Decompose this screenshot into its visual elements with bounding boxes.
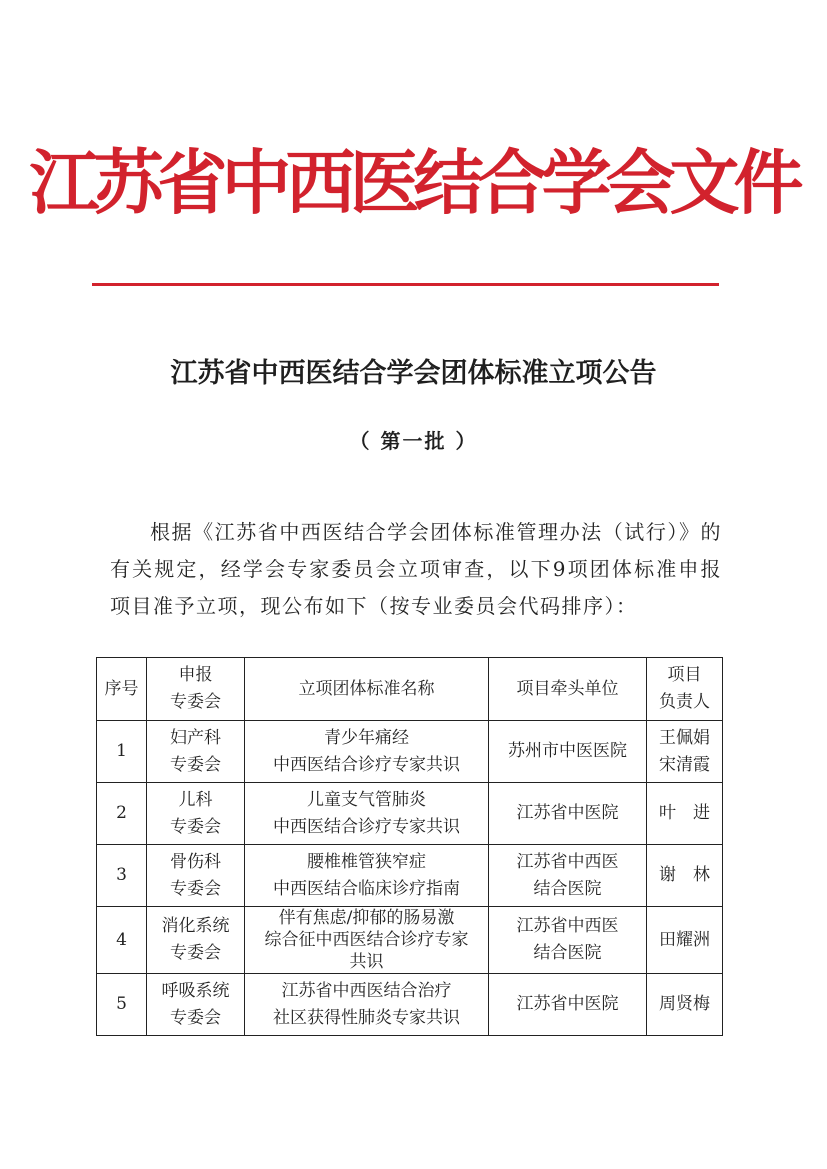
table-row (97, 721, 723, 783)
cell-lead-unit: 苏州市中医医院 (489, 721, 647, 783)
cell-committee: 骨伤科 专委会 (147, 845, 245, 907)
table-row (97, 974, 723, 1036)
cell-leader: 田耀洲 (647, 907, 723, 974)
header-leader: 项目 负责人 (647, 658, 723, 721)
announcement-title: 江苏省中西医结合学会团体标准立项公告 (170, 358, 657, 389)
cell-leader: 王佩娟 宋清霞 (647, 721, 723, 783)
table-header-row (97, 658, 723, 721)
cell-lead-unit: 江苏省中西医 结合医院 (489, 907, 647, 974)
cell-lead-unit: 江苏省中医院 (489, 783, 647, 845)
cell-committee: 妇产科 专委会 (147, 721, 245, 783)
cell-no: 4 (97, 907, 147, 974)
cell-standard-name: 伴有焦虑/抑郁的肠易激 综合征中西医结合诊疗专家 共识 (245, 907, 489, 974)
cell-leader: 谢 林 (647, 845, 723, 907)
header-committee: 申报 专委会 (147, 658, 245, 721)
cell-no: 1 (97, 721, 147, 783)
cell-standard-name: 腰椎椎管狭窄症 中西医结合临床诊疗指南 (245, 845, 489, 907)
header-standard-name: 立项团体标准名称 (245, 658, 489, 721)
cell-standard-name: 青少年痛经 中西医结合诊疗专家共识 (245, 721, 489, 783)
cell-no: 5 (97, 974, 147, 1036)
cell-standard-name: 儿童支气管肺炎 中西医结合诊疗专家共识 (245, 783, 489, 845)
table-row (97, 783, 723, 845)
cell-committee: 儿科 专委会 (147, 783, 245, 845)
document-masthead: 江苏省中西医结合学会文件 (29, 141, 798, 224)
cell-standard-name: 江苏省中西医结合治疗 社区获得性肺炎专家共识 (245, 974, 489, 1036)
intro-paragraph: 根据《江苏省中西医结合学会团体标准管理办法（试行）》的有关规定，经学会专家委员会立项审查，以下9项团体标准申报项目准予立项，现公布如下（按专业委员会代码排序）： (110, 520, 722, 618)
cell-committee: 呼吸系统 专委会 (147, 974, 245, 1036)
masthead-red-rule (92, 283, 719, 286)
header-lead-unit: 项目牵头单位 (489, 658, 647, 721)
cell-no: 2 (97, 783, 147, 845)
header-no: 序号 (97, 658, 147, 721)
cell-lead-unit: 江苏省中医院 (489, 974, 647, 1036)
cell-lead-unit: 江苏省中西医 结合医院 (489, 845, 647, 907)
table-row (97, 907, 723, 974)
cell-committee: 消化系统 专委会 (147, 907, 245, 974)
cell-leader: 周贤梅 (647, 974, 723, 1036)
table-row (97, 845, 723, 907)
batch-label: （ 第一批 ） (349, 429, 478, 453)
cell-leader: 叶 进 (647, 783, 723, 845)
cell-no: 3 (97, 845, 147, 907)
project-table (96, 657, 723, 1036)
